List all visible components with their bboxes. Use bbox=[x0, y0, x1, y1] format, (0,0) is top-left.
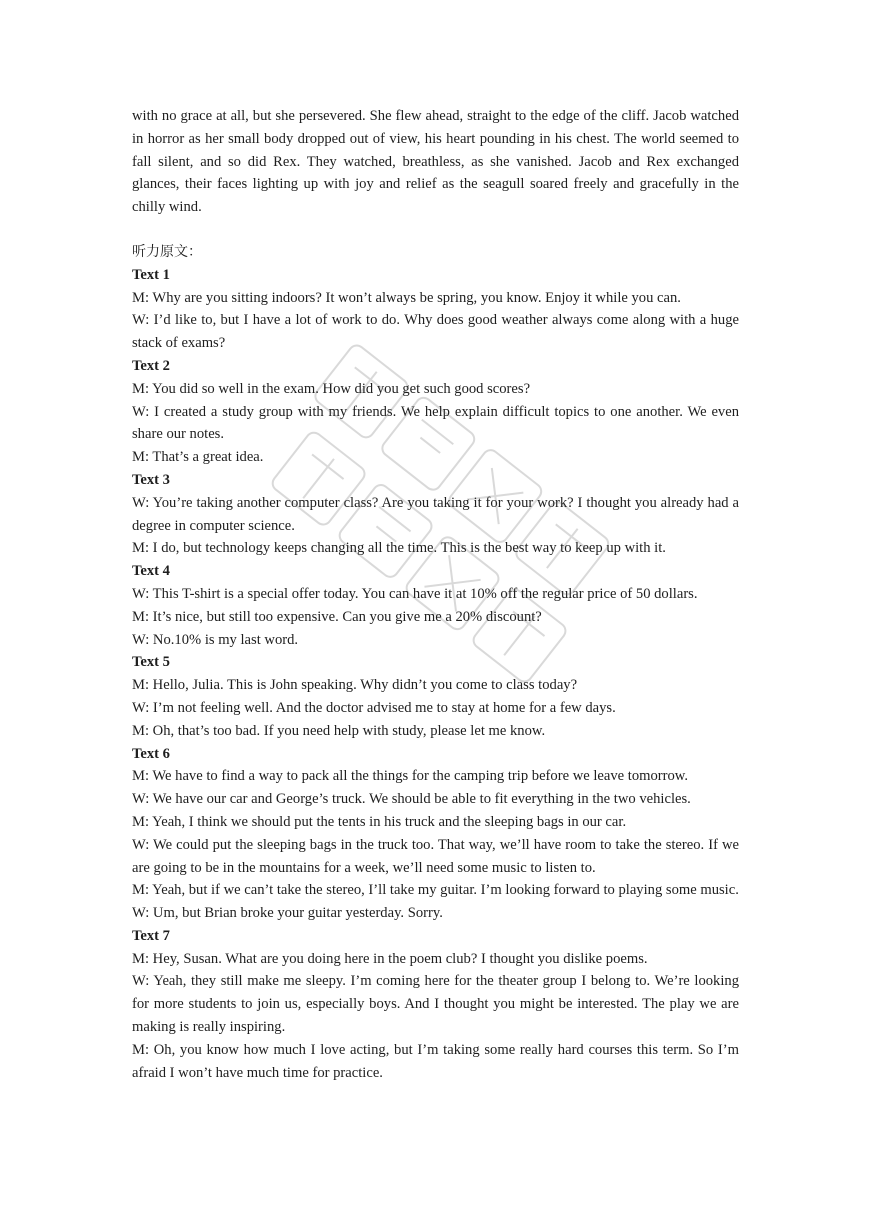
dialogue-line: M: Yeah, but if we can’t take the stereo, I’ll take my guitar. I’m looking forward to playing some music. bbox=[132, 882, 739, 899]
text-title: Text 1 bbox=[132, 266, 170, 283]
text-block-7 bbox=[132, 925, 739, 1085]
section-heading: 听力原文： bbox=[132, 243, 202, 260]
dialogue-line: W: Um, but Brian broke your guitar yesterday. Sorry. bbox=[132, 905, 443, 922]
intro-paragraph: with no grace at all, but she persevered. She flew ahead, straight to the edge of the cliff. Jacob watched in horror as her small body dropped out of view, his heart pounding in his chest. The world seemed to fall silent, and so did Rex. They watched, breathless, as she vanished. Jacob and Rex exchanged glances, their faces lighting up with joy and relief as the seagull soared freely and gracefully in the chilly wind. bbox=[132, 108, 739, 216]
text-block-5 bbox=[132, 651, 739, 742]
dialogue-line: M: Hey, Susan. What are you doing here in the poem club? I thought you dislike poems. bbox=[132, 950, 648, 967]
text-block-6 bbox=[132, 743, 739, 925]
dialogue-line: M: That’s a great idea. bbox=[132, 449, 264, 466]
spacer bbox=[132, 219, 739, 241]
text-block-1 bbox=[132, 264, 739, 355]
text-title: Text 4 bbox=[132, 563, 170, 580]
text-title: Text 5 bbox=[132, 654, 170, 671]
dialogue-line: M: Hello, Julia. This is John speaking. Why didn’t you come to class today? bbox=[132, 677, 578, 694]
document-page bbox=[132, 105, 739, 1084]
text-title: Text 2 bbox=[132, 357, 170, 374]
text-block-3 bbox=[132, 469, 739, 560]
dialogue-line: M: You did so well in the exam. How did you get such good scores? bbox=[132, 380, 531, 397]
text-title: Text 3 bbox=[132, 471, 170, 488]
dialogue-line: M: Oh, that’s too bad. If you need help with study, please let me know. bbox=[132, 722, 546, 739]
dialogue-line: W: You’re taking another computer class? Are you taking it for your work? I thought you already had a degree in computer science. bbox=[132, 494, 739, 534]
dialogue-line: W: I’m not feeling well. And the doctor advised me to stay at home for a few days. bbox=[132, 699, 616, 716]
dialogue-line: W: We could put the sleeping bags in the truck too. That way, we’ll have room to take the stereo. If we are going to be in the mountains for a week, we’ll need some music to listen to. bbox=[132, 836, 739, 876]
dialogue-line: W: This T-shirt is a special offer today. You can have it at 10% off the regular price of 50 dollars. bbox=[132, 585, 698, 602]
dialogue-line: W: Yeah, they still make me sleepy. I’m coming here for the theater group I belong to. We’re looking for more students to join us, especially boys. And I thought you might be interested. The play we are making is really inspiring. bbox=[132, 973, 739, 1036]
dialogue-line: M: We have to find a way to pack all the things for the camping trip before we leave tomorrow. bbox=[132, 768, 689, 785]
dialogue-line: W: I created a study group with my friends. We help explain difficult topics to one another. We even share our notes. bbox=[132, 403, 739, 443]
dialogue-line: M: Why are you sitting indoors? It won’t always be spring, you know. Enjoy it while you can. bbox=[132, 289, 681, 306]
text-block-4 bbox=[132, 560, 739, 651]
dialogue-line: W: We have our car and George’s truck. We should be able to fit everything in the two vehicles. bbox=[132, 791, 691, 808]
dialogue-line: M: It’s nice, but still too expensive. Can you give me a 20% discount? bbox=[132, 608, 542, 625]
dialogue-line: M: Yeah, I think we should put the tents in his truck and the sleeping bags in our car. bbox=[132, 813, 627, 830]
text-block-2 bbox=[132, 355, 739, 469]
dialogue-line: W: I’d like to, but I have a lot of work to do. Why does good weather always come along with a huge stack of exams? bbox=[132, 312, 739, 352]
dialogue-line: M: Oh, you know how much I love acting, but I’m taking some really hard courses this term. So I’m afraid I won’t have much time for practice. bbox=[132, 1041, 739, 1081]
dialogue-line: M: I do, but technology keeps changing all the time. This is the best way to keep up with it. bbox=[132, 540, 666, 557]
text-title: Text 6 bbox=[132, 745, 170, 762]
text-title: Text 7 bbox=[132, 927, 170, 944]
dialogue-line: W: No.10% is my last word. bbox=[132, 631, 299, 648]
